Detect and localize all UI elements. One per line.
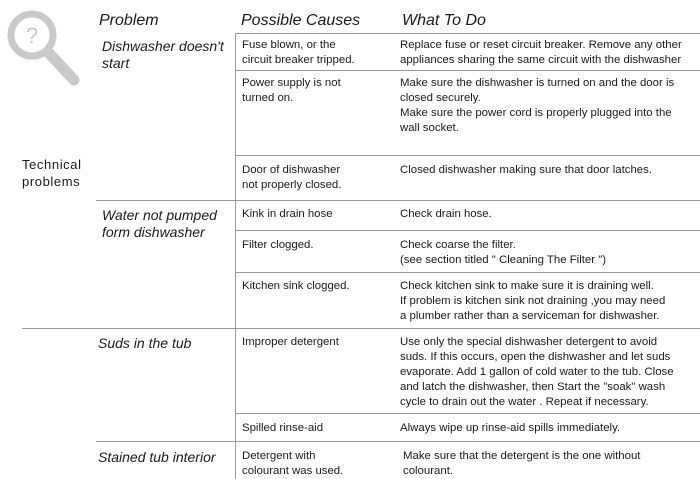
action-line: Check coarse the filter. xyxy=(400,239,516,251)
action-cell xyxy=(403,449,640,479)
row-divider xyxy=(235,272,700,273)
cause-line: Door of dishwasher xyxy=(242,164,341,176)
action-line: and latch the dishwasher, then Start the "soak" wash xyxy=(400,381,666,393)
problem-line: start xyxy=(102,55,130,71)
question-mark-glyph: ? xyxy=(25,23,39,48)
action-line: cycle to drain out the water . Repeat if necessary. xyxy=(400,396,649,408)
action-line: Make sure the power cord is properly plugged into the xyxy=(400,107,672,119)
action-cell xyxy=(400,335,674,410)
cause-line: Kink in drain hose xyxy=(242,208,333,220)
action-cell xyxy=(400,163,652,178)
problem-line: Dishwasher doesn't xyxy=(102,38,224,54)
cause-cell xyxy=(242,335,339,350)
cause-line: not properly closed. xyxy=(242,179,342,191)
problem-line: Stained tub interior xyxy=(98,449,216,465)
cause-line: Fuse blown, or the xyxy=(242,39,336,51)
action-cell xyxy=(400,279,665,324)
cause-line: Power supply is not xyxy=(242,77,341,89)
section-divider xyxy=(96,200,700,201)
problem-dishwasher-not-start xyxy=(102,38,224,72)
action-line: Always wipe up rinse-aid spills immediately. xyxy=(400,422,621,434)
action-line: If problem is kitchen sink not draining ,you may need xyxy=(400,295,666,307)
action-line: a plumber rather than a serviceman for dishwasher. xyxy=(400,310,660,322)
action-line: evaporate. Add 1 gallon of cold water to the tub. Close xyxy=(400,366,674,378)
action-cell xyxy=(400,421,620,436)
row-divider xyxy=(235,70,700,71)
action-line: suds. If this occurs, open the dishwasher and let suds xyxy=(400,351,671,363)
cause-cell xyxy=(242,207,333,222)
header-problem: Problem xyxy=(99,12,159,29)
problem-suds-in-tub xyxy=(98,335,191,352)
row-divider xyxy=(235,155,700,156)
cause-cell xyxy=(242,449,343,479)
action-line: Check kitchen sink to make sure it is draining well. xyxy=(400,280,654,292)
problem-line: form dishwasher xyxy=(102,224,205,240)
problem-line: Suds in the tub xyxy=(98,335,192,351)
header-action: What To Do xyxy=(402,12,486,29)
cause-line: Detergent with xyxy=(242,450,316,462)
action-line: appliances sharing the same circuit with the dishwasher xyxy=(400,54,682,66)
cause-line: colourant was used. xyxy=(242,465,344,477)
cause-cell xyxy=(242,421,323,436)
cause-cell xyxy=(242,163,341,193)
problem-line: Water not pumped xyxy=(102,207,217,223)
action-line: colourant. xyxy=(403,465,454,477)
action-line: Closed dishwasher making sure that door latches. xyxy=(400,164,652,176)
cause-line: Spilled rinse-aid xyxy=(242,422,324,434)
action-cell xyxy=(400,207,492,222)
action-line: Make sure that the detergent is the one without xyxy=(403,450,641,462)
action-cell xyxy=(400,38,682,68)
cause-line: Kitchen sink clogged. xyxy=(242,280,350,292)
cause-cell xyxy=(242,238,314,253)
magnifier-question-icon xyxy=(4,6,86,92)
cause-line: circuit breaker tripped. xyxy=(242,54,355,66)
header-divider xyxy=(235,33,700,34)
action-line: Replace fuse or reset circuit breaker. Remove any other xyxy=(400,39,682,51)
action-cell xyxy=(400,76,674,136)
row-divider xyxy=(235,230,700,231)
category-line: problems xyxy=(22,174,81,189)
cause-line: Filter clogged. xyxy=(242,239,314,251)
action-line: closed securely. xyxy=(400,92,481,104)
header-causes: Possible Causes xyxy=(241,12,361,29)
row-divider xyxy=(235,413,700,414)
cause-cell xyxy=(242,76,341,106)
action-line: Make sure the dishwasher is turned on and the door is xyxy=(400,77,675,89)
action-line: (see section titled " Cleaning The Filter ") xyxy=(400,254,607,266)
cause-cell xyxy=(242,279,350,294)
section-divider xyxy=(96,441,700,442)
cause-line: turned on. xyxy=(242,92,294,104)
action-line: Check drain hose. xyxy=(400,208,492,220)
cause-line: Improper detergent xyxy=(242,336,339,348)
category-divider xyxy=(22,328,700,329)
action-line: Use only the special dishwasher detergent to avoid xyxy=(400,336,658,348)
action-cell xyxy=(400,238,606,268)
problem-water-not-pumped xyxy=(102,207,217,241)
problem-stained-tub xyxy=(98,449,216,466)
cause-cell xyxy=(242,38,355,68)
category-label xyxy=(22,156,82,190)
action-line: wall socket. xyxy=(400,122,459,134)
category-line: Technical xyxy=(22,157,82,172)
